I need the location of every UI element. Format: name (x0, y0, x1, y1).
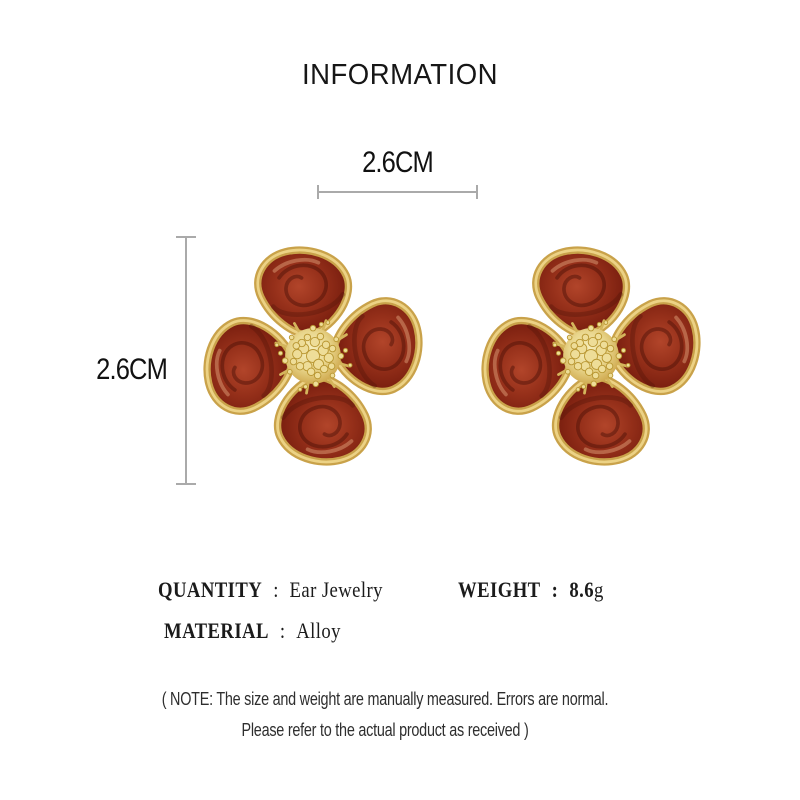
spec-material (164, 618, 341, 644)
spec-weight (458, 577, 604, 603)
measure-bar (185, 236, 187, 485)
weight-unit: g (593, 577, 604, 602)
right-earring-photo (474, 237, 708, 475)
weight-separator: : (551, 577, 559, 602)
note-line-1: ( NOTE: The size and weight are manually measured. Errors are normal. (161, 689, 609, 709)
material-label: MATERIAL (164, 618, 269, 643)
measure-tick (476, 185, 478, 199)
measure-tick (176, 483, 196, 485)
width-dimension-label: 2.6CM (362, 146, 433, 179)
left-earring-photo (196, 237, 430, 475)
height-dimension-label: 2.6CM (96, 353, 167, 386)
weight-value: 8.6 (569, 577, 594, 602)
page-title: INFORMATION (301, 59, 499, 91)
material-separator: : (279, 618, 286, 643)
note-line-2: Please refer to the actual product as received ) (241, 720, 529, 740)
spec-quantity (158, 577, 383, 603)
width-measure-bracket (317, 185, 478, 199)
quantity-label: QUANTITY (158, 577, 263, 602)
weight-label: WEIGHT (458, 577, 541, 602)
quantity-value: Ear Jewelry (289, 577, 383, 602)
measure-bar (317, 191, 478, 193)
material-value: Alloy (296, 618, 341, 643)
quantity-separator: : (273, 577, 279, 602)
height-measure-bracket (176, 236, 196, 485)
